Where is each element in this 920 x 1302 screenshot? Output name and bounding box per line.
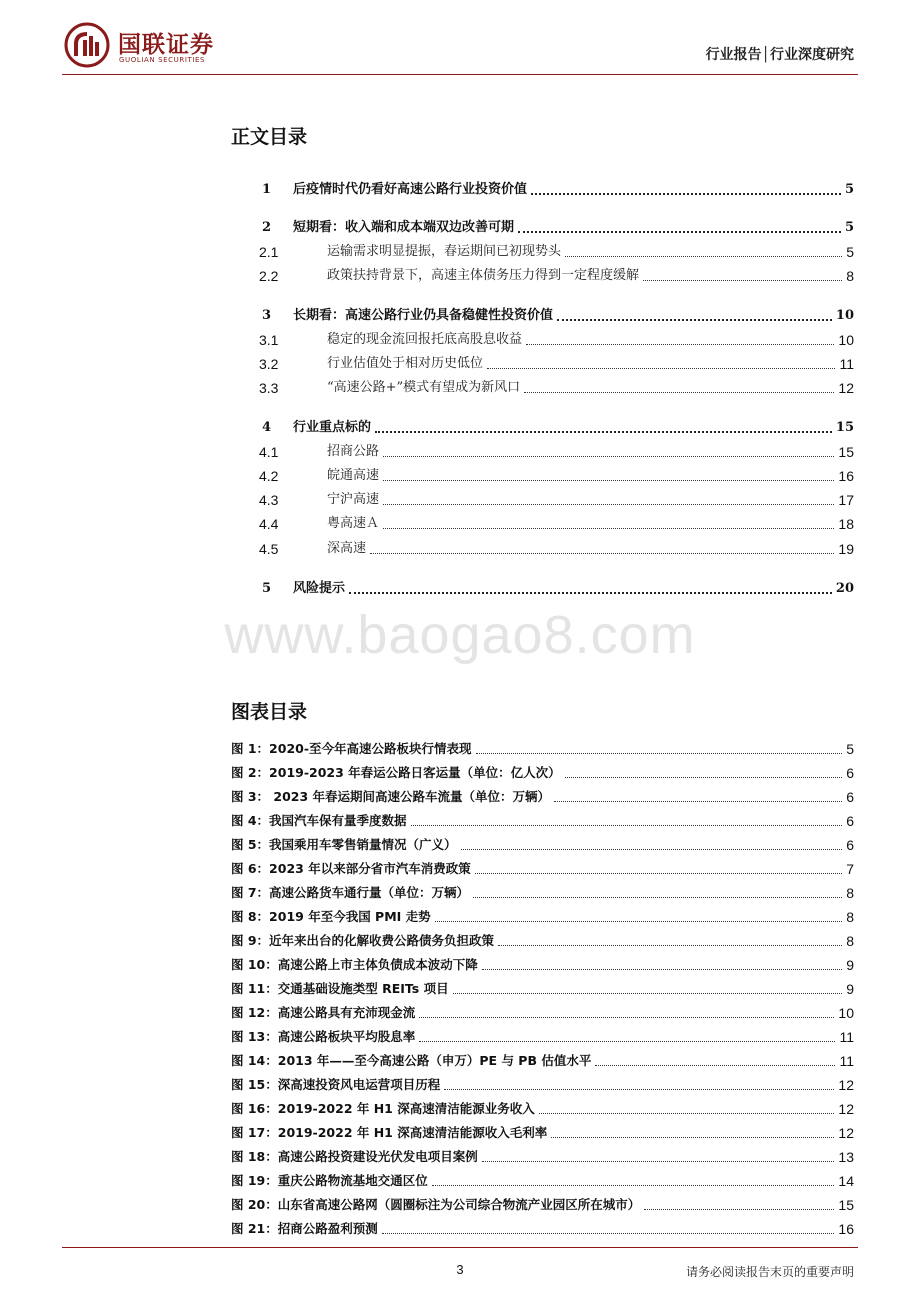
figure-entry[interactable]: [231, 926, 854, 950]
figure-entry[interactable]: [231, 1022, 854, 1046]
toc-entry-page: 10: [835, 308, 854, 323]
figure-entry-page: 12: [838, 1077, 854, 1093]
toc-entry-number: 4: [262, 420, 272, 435]
toc-entry-number: 4.1: [259, 444, 279, 460]
leader-dots: [644, 1208, 834, 1210]
toc-entry-text: 行业估值处于相对历史低位: [327, 356, 484, 371]
page-number: 3: [456, 1262, 464, 1277]
figure-entry[interactable]: [231, 734, 854, 758]
toc-entry-page: 5: [844, 182, 854, 197]
leader-dots: [526, 343, 834, 345]
guolian-logo-icon: [64, 22, 110, 68]
toc-entry[interactable]: [259, 534, 854, 558]
figure-entry[interactable]: [231, 1166, 854, 1190]
figure-entry[interactable]: [231, 854, 854, 878]
leader-dots: [419, 1016, 834, 1018]
figure-entry-text: 图 13：高速公路板块平均股息率: [231, 1029, 416, 1044]
figure-entry-text: 图 7：高速公路货车通行量（单位：万辆）: [231, 885, 470, 900]
leader-dots: [539, 1112, 835, 1114]
figure-entry-text: 图 8：2019 年至今我国 PMI 走势: [231, 909, 431, 924]
toc-entry-page: 12: [838, 380, 854, 396]
leader-dots: [370, 552, 834, 554]
toc-entry[interactable]: [259, 461, 854, 485]
toc-entry-text: 风险提示: [293, 581, 346, 596]
leader-dots: [498, 944, 842, 946]
leader-dots: [565, 776, 843, 778]
toc-entry[interactable]: [259, 237, 854, 261]
figure-entry-page: 7: [846, 861, 854, 877]
figure-entry[interactable]: [231, 806, 854, 830]
figure-entry-text: 图 11：交通基础设施类型 REITs 项目: [231, 981, 449, 996]
toc-entry[interactable]: [259, 349, 854, 373]
figure-entry-text: 图 3： 2023 年春运期间高速公路车流量（单位：万辆）: [231, 789, 551, 804]
toc-entry-page: 8: [846, 268, 854, 284]
toc-entry-page: 15: [835, 420, 854, 435]
figure-entry-text: 图 5：我国乘用车零售销量情况（广义）: [231, 837, 457, 852]
leader-dots: [487, 367, 835, 369]
figure-entry-page: 8: [846, 933, 854, 949]
figure-entry[interactable]: [231, 902, 854, 926]
toc-entry-number: 2.2: [259, 268, 279, 284]
toc-entry-text: 宁沪高速: [327, 492, 380, 507]
figure-entry-page: 11: [839, 1029, 854, 1045]
toc-entry-number: 3: [262, 308, 272, 323]
brand-name-en: GUOLIAN SECURITIES: [119, 56, 206, 64]
figure-entry-page: 8: [846, 909, 854, 925]
figure-entry-page: 9: [846, 981, 854, 997]
leader-dots: [453, 992, 843, 994]
figure-entry-text: 图 4：我国汽车保有量季度数据: [231, 813, 407, 828]
toc-entry-page: 18: [838, 516, 854, 532]
figure-entry[interactable]: [231, 998, 854, 1022]
figure-entry[interactable]: [231, 1046, 854, 1070]
toc-entry-number: 2: [262, 220, 272, 235]
figure-entry-page: 6: [846, 789, 854, 805]
figure-entry[interactable]: [231, 1070, 854, 1094]
figure-entry[interactable]: [231, 1190, 854, 1214]
leader-dots: [411, 824, 843, 826]
figure-entry[interactable]: [231, 830, 854, 854]
figure-entry[interactable]: [231, 878, 854, 902]
figure-entry-page: 12: [838, 1125, 854, 1141]
leader-dots: [419, 1040, 835, 1042]
toc-entry-number: 2.1: [259, 244, 279, 260]
leader-dots: [531, 192, 841, 195]
leader-dots: [557, 318, 832, 321]
leader-dots: [435, 920, 843, 922]
leader-dots: [473, 896, 842, 898]
figure-entry-page: 16: [838, 1221, 854, 1237]
figure-entry-text: 图 19：重庆公路物流基地交通区位: [231, 1173, 428, 1188]
figure-entry-page: 8: [846, 885, 854, 901]
header-divider: [62, 74, 858, 75]
figure-entry-page: 6: [846, 765, 854, 781]
disclaimer-note: 请务必阅读报告末页的重要声明: [685, 1265, 854, 1279]
toc-entry-page: 20: [835, 581, 854, 596]
leader-dots: [375, 430, 832, 433]
toc-entry-text: 行业重点标的: [293, 420, 372, 435]
figures-title: 图表目录: [231, 701, 308, 723]
figure-entry-text: 图 21：招商公路盈利预测: [231, 1221, 378, 1236]
leader-dots: [475, 872, 843, 874]
figure-entry-page: 12: [838, 1101, 854, 1117]
toc-entry-page: 5: [844, 220, 854, 235]
toc-entry[interactable]: [262, 413, 854, 437]
figure-entry-text: 图 20：山东省高速公路网（圆圈标注为公司综合物流产业园区所在城市）: [231, 1197, 641, 1212]
toc-entry[interactable]: [259, 485, 854, 509]
toc-entry-text: 深高速: [327, 541, 367, 556]
leader-dots: [382, 1232, 835, 1234]
figure-entry[interactable]: [231, 758, 854, 782]
leader-dots: [476, 752, 843, 754]
toc-entry-page: 17: [838, 492, 854, 508]
report-type: 行业报告│行业深度研究: [705, 47, 854, 63]
toc-entry[interactable]: [259, 325, 854, 349]
toc-entry[interactable]: [262, 301, 854, 325]
figure-entry-text: 图 18：高速公路投资建设光伏发电项目案例: [231, 1149, 478, 1164]
toc-entry-text: 运输需求明显提振，春运期间已初现势头: [327, 244, 562, 259]
leader-dots: [383, 527, 834, 529]
figure-entry[interactable]: [231, 1094, 854, 1118]
leader-dots: [349, 591, 832, 594]
toc-entry[interactable]: [262, 213, 854, 237]
toc-entry-page: 16: [838, 468, 854, 484]
toc-entry-text: “高速公路+”模式有望成为新风口: [327, 380, 521, 395]
figure-entry-text: 图 14：2013 年——至今高速公路（申万）PE 与 PB 估值水平: [231, 1053, 592, 1068]
toc-entry[interactable]: [262, 175, 854, 199]
leader-dots: [482, 1160, 835, 1162]
leader-dots: [565, 255, 842, 257]
toc-entry-page: 11: [839, 356, 854, 372]
toc-entry[interactable]: [259, 437, 854, 461]
figure-entry[interactable]: [231, 1214, 854, 1238]
toc-entry-number: 3.2: [259, 356, 279, 372]
toc-entry-page: 19: [838, 541, 854, 557]
figure-entry-text: 图 2：2019-2023 年春运公路日客运量（单位：亿人次）: [231, 765, 561, 780]
figure-entry[interactable]: [231, 1118, 854, 1142]
toc-entry-page: 10: [838, 332, 854, 348]
toc-entry-text: 短期看：收入端和成本端双边改善可期: [293, 220, 515, 235]
toc-entry-number: 3.1: [259, 332, 279, 348]
figure-entry-page: 5: [846, 741, 854, 757]
toc-entry-text: 后疫情时代仍看好高速公路行业投资价值: [293, 182, 528, 197]
leader-dots: [383, 479, 834, 481]
toc-entry[interactable]: [262, 574, 854, 598]
leader-dots: [518, 230, 841, 233]
figure-entry-text: 图 10：高速公路上市主体负债成本波动下降: [231, 957, 478, 972]
toc-entry-number: 4.5: [259, 541, 279, 557]
figure-entry-text: 图 16：2019-2022 年 H1 深高速清洁能源业务收入: [231, 1101, 535, 1116]
leader-dots: [461, 848, 843, 850]
figure-entry-page: 13: [838, 1149, 854, 1165]
toc-entry-number: 1: [262, 182, 272, 197]
toc-entry-page: 15: [838, 444, 854, 460]
toc-entry[interactable]: [259, 373, 854, 397]
figure-entry-page: 10: [838, 1005, 854, 1021]
leader-dots: [643, 279, 842, 281]
figure-entry-page: 6: [846, 837, 854, 853]
leader-dots: [554, 800, 842, 802]
figure-entry-text: 图 15：深高速投资风电运营项目历程: [231, 1077, 441, 1092]
figure-entry[interactable]: [231, 1142, 854, 1166]
figure-entry-page: 11: [839, 1053, 854, 1069]
toc-entry-number: 4.4: [259, 516, 279, 532]
figure-entry-text: 图 12：高速公路具有充沛现金流: [231, 1005, 416, 1020]
toc-entry-number: 3.3: [259, 380, 279, 396]
figure-entry-text: 图 6：2023 年以来部分省市汽车消费政策: [231, 861, 471, 876]
leader-dots: [595, 1064, 835, 1066]
figure-entry-text: 图 9：近年来出台的化解收费公路债务负担政策: [231, 933, 495, 948]
toc-entry-number: 5: [262, 581, 272, 596]
toc-entry-text: 政策扶持背景下，高速主体债务压力得到一定程度缓解: [327, 268, 640, 283]
footer-divider: [62, 1247, 858, 1248]
figure-entry-page: 15: [838, 1197, 854, 1213]
toc-entry-text: 稳定的现金流回报托底高股息收益: [327, 332, 523, 347]
toc-entry-text: 长期看：高速公路行业仍具备稳健性投资价值: [293, 308, 554, 323]
toc-entry-text: 招商公路: [327, 444, 380, 459]
leader-dots: [444, 1088, 834, 1090]
leader-dots: [524, 391, 834, 393]
toc-title: 正文目录: [231, 126, 308, 148]
toc-entry[interactable]: [259, 509, 854, 533]
leader-dots: [432, 1184, 835, 1186]
toc-entry-page: 5: [846, 244, 854, 260]
watermark: www.baogao8.com: [224, 605, 696, 665]
figure-entry[interactable]: [231, 974, 854, 998]
figure-entry-page: 14: [838, 1173, 854, 1189]
figure-entry-page: 6: [846, 813, 854, 829]
figure-entry-text: 图 17：2019-2022 年 H1 深高速清洁能源收入毛利率: [231, 1125, 548, 1140]
toc-entry-number: 4.3: [259, 492, 279, 508]
page-header: [0, 0, 920, 80]
toc-entry-text: 粤高速Ａ: [327, 516, 380, 531]
toc-entry-number: 4.2: [259, 468, 279, 484]
toc-entry[interactable]: [259, 261, 854, 285]
leader-dots: [383, 455, 834, 457]
figure-entry-text: 图 1：2020-至今年高速公路板块行情表现: [231, 741, 472, 756]
figure-entry-page: 9: [846, 957, 854, 973]
brand-name-cn: 国联证券: [118, 32, 214, 58]
toc-entry-text: 皖通高速: [327, 468, 380, 483]
figure-entry[interactable]: [231, 782, 854, 806]
figure-entry[interactable]: [231, 950, 854, 974]
leader-dots: [482, 968, 842, 970]
leader-dots: [551, 1136, 834, 1138]
leader-dots: [383, 503, 834, 505]
